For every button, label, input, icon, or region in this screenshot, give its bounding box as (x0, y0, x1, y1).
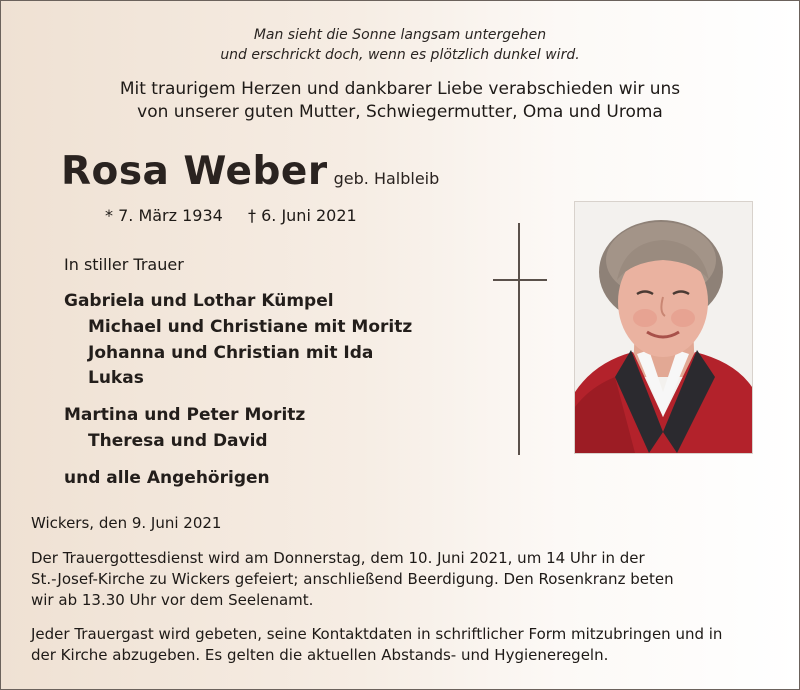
maiden-name: geb. Halbleib (333, 169, 440, 188)
mourner-closing: und alle Angehörigen (64, 468, 270, 488)
notice-line: der Kirche abzugeben. Es gelten die aktuellen Abstands- und Hygieneregeln. (31, 646, 609, 664)
intro-line-1: Mit traurigem Herzen und dankbarer Liebe verabschieden wir uns (119, 79, 681, 99)
service-line: wir ab 13.30 Uhr vor dem Seelenamt. (31, 591, 314, 609)
deceased-name: Rosa Weber (61, 149, 328, 194)
service-line: Der Trauergottesdienst wird am Donnerstag, dem 10. Juni 2021, um 14 Uhr in der (31, 549, 645, 567)
death-date: † 6. Juni 2021 (248, 206, 357, 225)
motto-line-2: und erschrickt doch, wenn es plötzlich dunkel wird. (220, 47, 580, 63)
motto-line-1: Man sieht die Sonne langsam untergehen (253, 27, 547, 43)
mourner-line: Johanna und Christian mit Ida (88, 343, 374, 363)
mourner-line: Martina und Peter Moritz (64, 405, 306, 425)
portrait-photo (574, 201, 753, 454)
deceased-name-block (61, 149, 439, 194)
notice-line: Jeder Trauergast wird gebeten, seine Kontaktdaten in schriftlicher Form mitzubringen und in (31, 625, 723, 643)
mourner-line: Gabriela und Lothar Kümpel (64, 291, 334, 311)
place-date: Wickers, den 9. Juni 2021 (31, 514, 222, 532)
intro-line-2: von unserer guten Mutter, Schwiegermutter, Oma und Uroma (137, 102, 663, 122)
mourner-line: Michael und Christiane mit Moritz (88, 317, 413, 337)
mourning-heading: In stiller Trauer (64, 255, 184, 274)
birth-date: * 7. März 1934 (105, 206, 223, 225)
mourner-line: Lukas (88, 368, 144, 388)
cross-icon (518, 223, 520, 455)
service-line: St.-Josef-Kirche zu Wickers gefeiert; anschließend Beerdigung. Den Rosenkranz beten (31, 570, 674, 588)
mourner-line: Theresa und David (88, 431, 268, 451)
cross-icon-bar (493, 279, 547, 281)
portrait-illustration (575, 202, 752, 453)
